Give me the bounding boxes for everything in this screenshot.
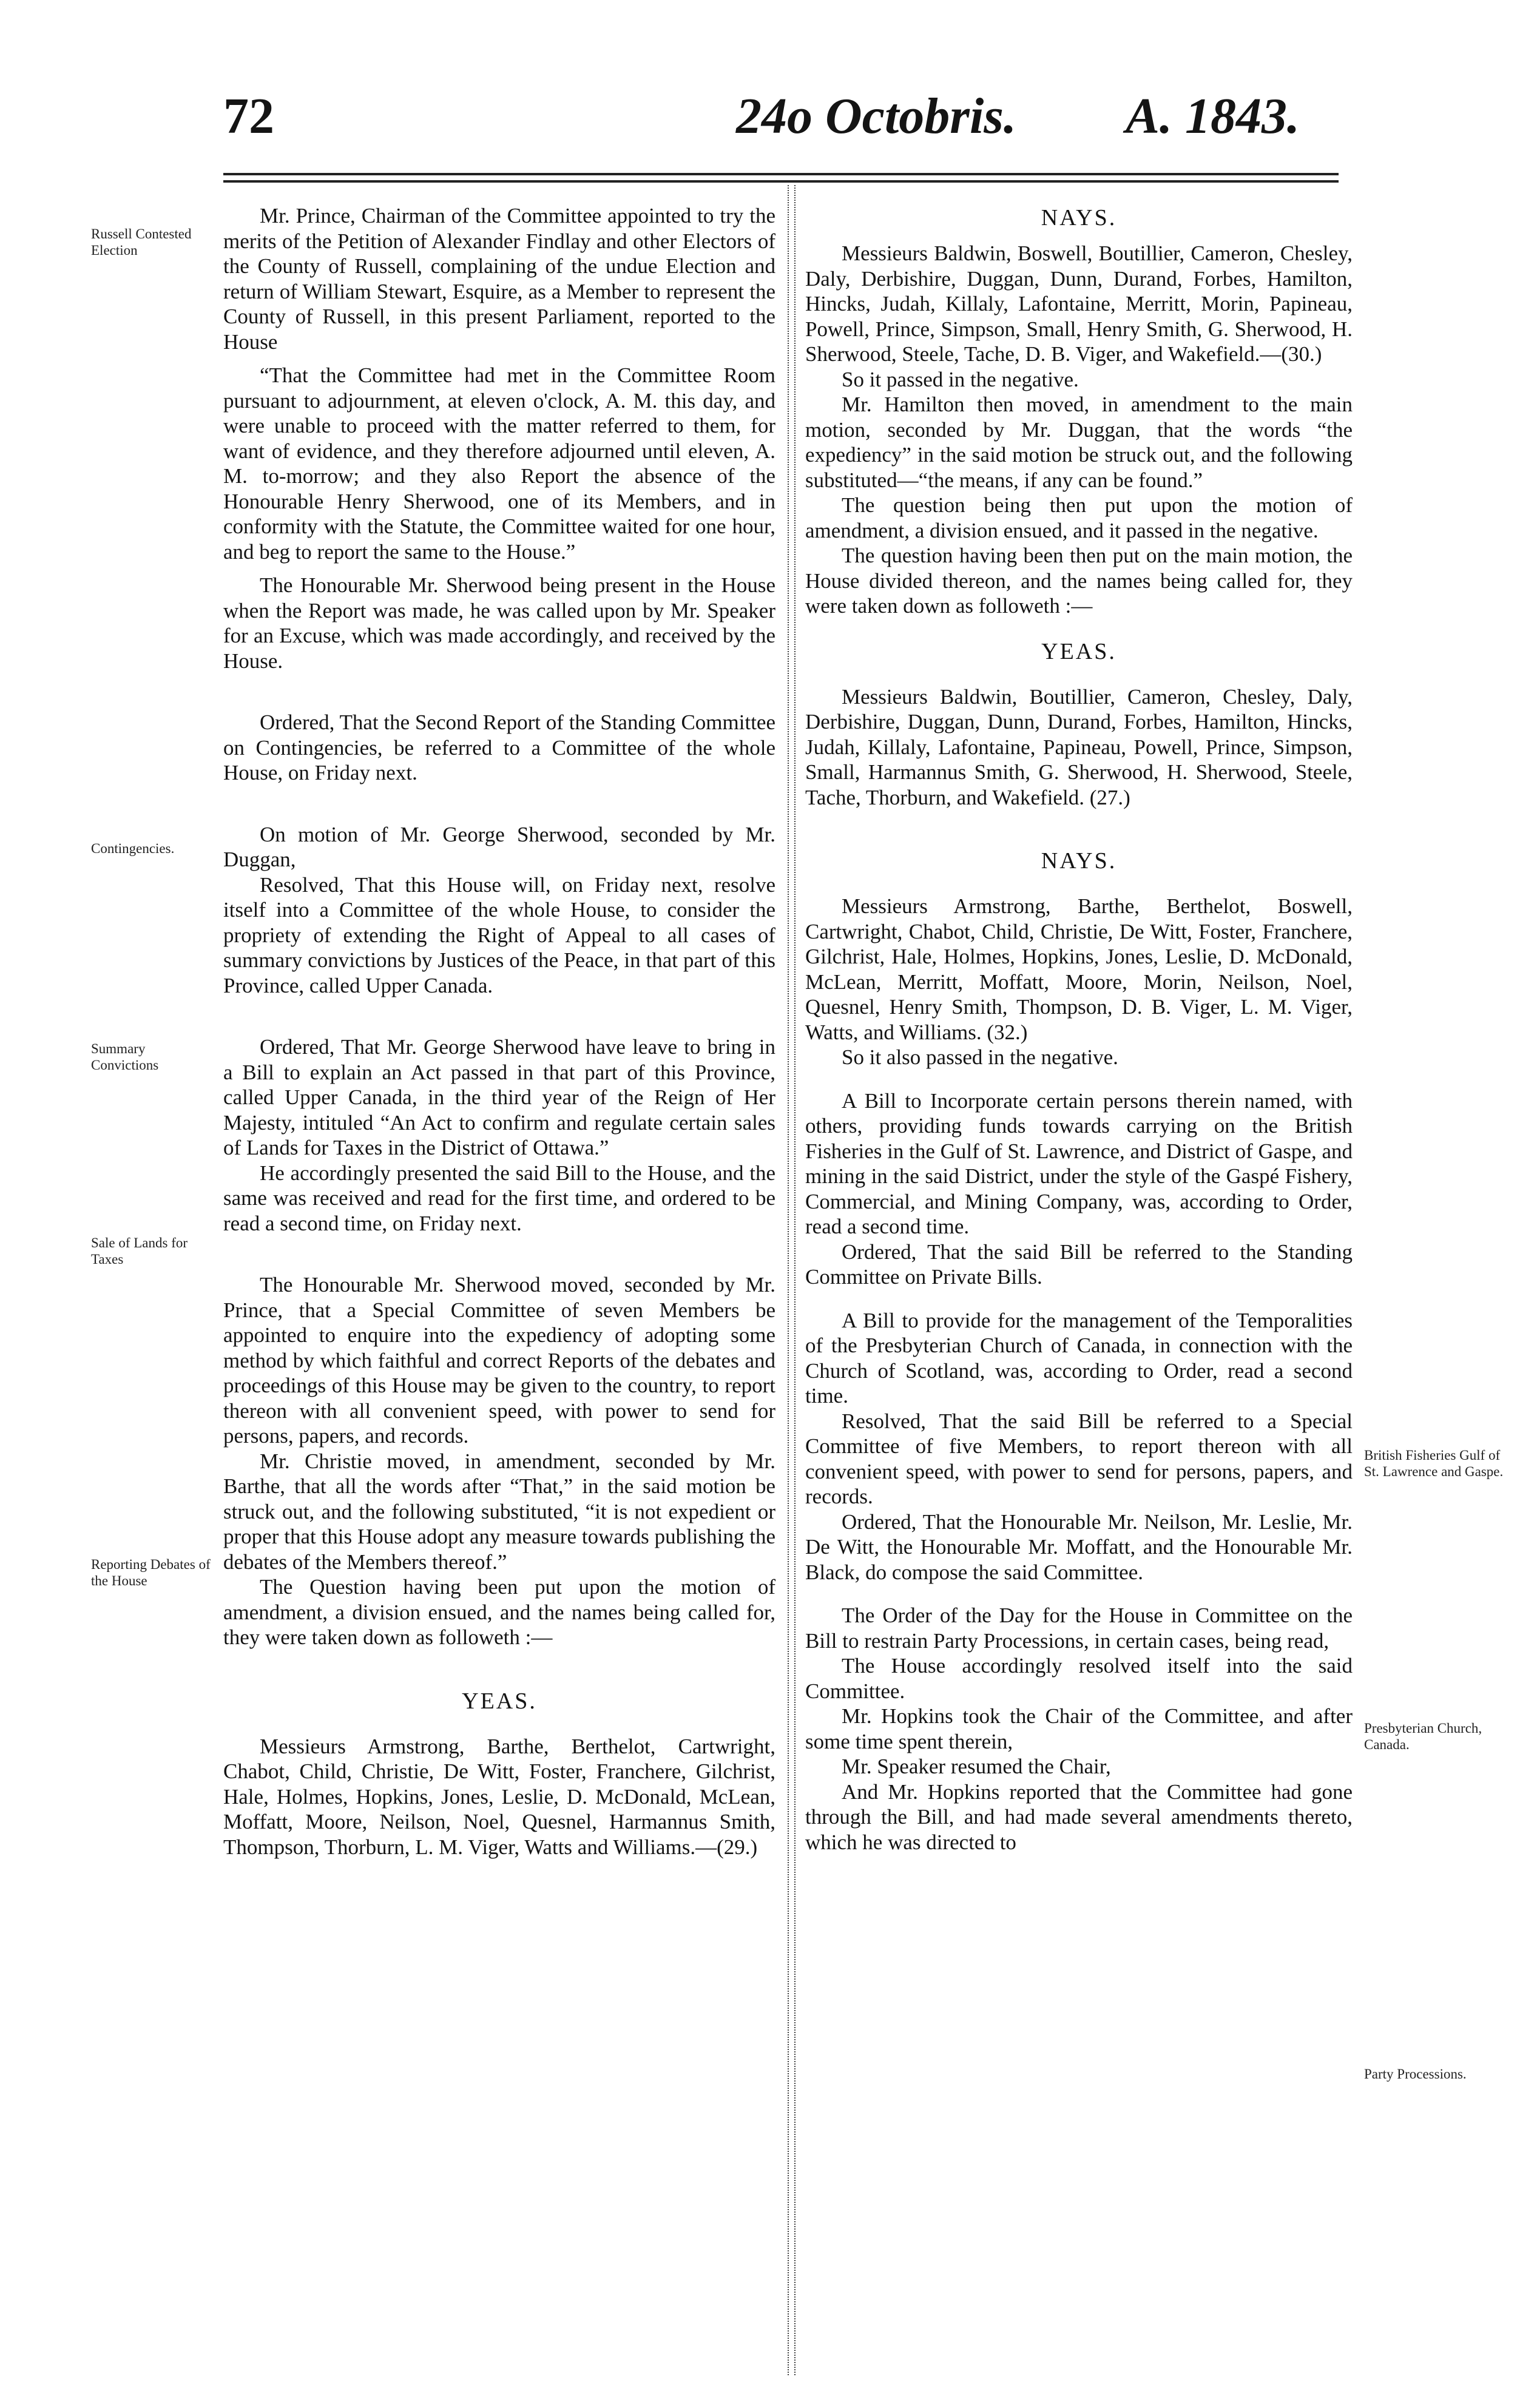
paragraph: Ordered, That the Second Report of the Standing Committee on Contingencies, be referred to a Committee of the whole House, on Friday next. — [223, 710, 775, 784]
paragraph: So it also passed in the negative. — [842, 1045, 1118, 1069]
paragraph: And Mr. Hopkins reported that the Committee had gone through the Bill, and had made several amendments thereto, which he was directed to — [805, 1779, 1353, 1854]
names-list: Messieurs Armstrong, Barthe, Berthelot, Boswell, Cartwright, Chabot, Child, Christie, De Witt, Foster, Franchere, Gilchrist, Hale, Holmes, Hopkins, Jones, Leslie, D. McDonald, McLean, Merritt, Moffatt, Moore, Morin, Neilson, Noel, Quesnel, Henry Smith, Thompson, D. B. Viger, L. M. Viger, Watts, and Williams. (32.) — [805, 894, 1353, 1044]
paragraph: Resolved, That this House will, on Friday next, resolve itself into a Committee of the whole House, to consider the propriety of extending the Right of Appeal to all cases of summary convictions by Justices of the Peace, in that part of this Province, called Upper Canada. — [223, 872, 775, 997]
margin-note: Summary Convictions — [91, 1041, 159, 1073]
paragraph: Mr. Speaker resumed the Chair, — [842, 1755, 1111, 1778]
left-column — [223, 203, 775, 1860]
paragraph: A Bill to provide for the management of the Temporalities of the Presbyterian Church of Canada, in connection with the Church of Scotland, was, according to Order, read a second time. — [805, 1308, 1353, 1408]
paragraph: Ordered, That Mr. George Sherwood have leave to bring in a Bill to explain an Act passed in that part of this Province, called Upper Canada, in the third year of the Reign of Her Majesty, intituled “An Act to confirm and regulate certain sales of Lands for Taxes in the District of Ottawa.” — [223, 1035, 775, 1159]
paragraph: The question being then put upon the motion of amendment, a division ensued, and it passed in the negative. — [805, 493, 1353, 542]
margin-note: Presbyterian Church, Canada. — [1364, 1721, 1482, 1752]
paragraph: The question having been then put on the main motion, the House divided thereon, and the names being called for, they were taken down as followeth :— — [805, 544, 1353, 618]
margin-note: Russell Contested Election — [91, 226, 192, 258]
page-header — [0, 0, 1537, 158]
header-rule-bottom — [223, 180, 1339, 183]
paragraph: The House accordingly resolved itself into the said Committee. — [805, 1654, 1353, 1703]
nays-heading: NAYS. — [1041, 848, 1117, 874]
right-column — [805, 203, 1353, 1855]
header-rule-top — [223, 173, 1339, 175]
paragraph: Mr. Prince, Chairman of the Committee appointed to try the merits of the Petition of Alexander Findlay and other Electors of the County of Russell, complaining of the undue Election and return of William Stewart, Esquire, as a Member to represent the County of Russell, in this present Parliament, reported to the House — [223, 204, 775, 354]
paragraph: So it passed in the negative. — [842, 367, 1079, 391]
margin-note: Party Processions. — [1364, 2066, 1467, 2082]
nays-heading: NAYS. — [1041, 205, 1117, 231]
yeas-heading: YEAS. — [1041, 638, 1116, 664]
paragraph: The Question having been put upon the motion of amendment, a division ensued, and the names being called for, they were taken down as followeth :— — [223, 1575, 775, 1649]
column-divider — [788, 185, 789, 2375]
margin-note: British Fisheries Gulf of St. Lawrence and Gaspe. — [1364, 1448, 1504, 1479]
paragraph: He accordingly presented the said Bill to the House, and the same was received and read for the first time, and ordered to be read a second time, on Friday next. — [223, 1161, 775, 1235]
yeas-heading: YEAS. — [462, 1688, 537, 1714]
column-divider — [794, 185, 796, 2375]
page-date: 24o Octobris. — [736, 88, 1016, 144]
names-list: Messieurs Baldwin, Boutillier, Cameron, Chesley, Daly, Derbishire, Duggan, Dunn, Durand, Forbes, Hamilton, Hincks, Judah, Killaly, Lafontaine, Papineau, Powell, Prince, Simpson, Small, Harmannus Smith, G. Sherwood, H. Sherwood, Steele, Tache, Thorburn, and Wakefield. (27.) — [805, 684, 1353, 809]
paragraph: A Bill to Incorporate certain persons therein named, with others, providing funds towards carrying on the British Fisheries in the Gulf of St. Lawrence, and District of Gaspe, and mining in the said District, under the style of the Gaspé Fishery, Commercial, and Mining Company, was, according to Order, read a second time. — [805, 1088, 1353, 1238]
names-list: Messieurs Armstrong, Barthe, Berthelot, Cartwright, Chabot, Child, Christie, De Witt, Foster, Franchere, Gilchrist, Hale, Holmes, Hopkins, Jones, Leslie, D. McDonald, McLean, Moffatt, Moore, Neilson, Noel, Quesnel, Harmannus Smith, Thompson, Thorburn, L. M. Viger, Watts and Williams.—(29.) — [223, 1734, 775, 1859]
paragraph: The Honourable Mr. Sherwood being present in the House when the Report was made, he was called upon by Mr. Speaker for an Excuse, which was made accordingly, and received by the House. — [223, 573, 775, 673]
paragraph: Ordered, That the Honourable Mr. Neilson, Mr. Leslie, Mr. De Witt, the Honourable Mr. Moffatt, and the Honourable Mr. Black, do compose the said Committee. — [805, 1509, 1353, 1584]
paragraph: Ordered, That the said Bill be referred to the Standing Committee on Private Bills. — [805, 1239, 1353, 1289]
paragraph: Mr. Hamilton then moved, in amendment to the main motion, seconded by Mr. Duggan, that the words “the expediency” in the said motion be struck out, and the following substituted—“the means, if any can be found.” — [805, 393, 1353, 492]
margin-note: Contingencies. — [91, 841, 175, 856]
paragraph: Mr. Hopkins took the Chair of the Committee, and after some time spent therein, — [805, 1704, 1353, 1753]
page-number: 72 — [223, 88, 274, 144]
paragraph: Resolved, That the said Bill be referred to a Special Committee of five Members, to report thereon with all convenient speed, with power to send for persons, papers, and records. — [805, 1409, 1353, 1508]
paragraph: The Honourable Mr. Sherwood moved, seconded by Mr. Prince, that a Special Committee of seven Members be appointed to enquire into the expediency of adopting some method by which faithful and correct Reports of the debates and proceedings of this House may be given to the country, to report thereon with all convenient speed, with power to send for persons, papers, and records. — [223, 1273, 775, 1448]
names-list: Messieurs Baldwin, Boswell, Boutillier, Cameron, Chesley, Daly, Derbishire, Duggan, Dunn, Durand, Forbes, Hamilton, Hincks, Judah, Killaly, Lafontaine, Merritt, Morin, Papineau, Powell, Prince, Simpson, Small, Henry Smith, G. Sherwood, H. Sherwood, Steele, Tache, D. B. Viger, and Wakefield.—(30.) — [805, 241, 1353, 366]
paragraph: The Order of the Day for the House in Committee on the Bill to restrain Party Processions, in certain cases, being read, — [805, 1604, 1353, 1653]
paragraph: On motion of Mr. George Sherwood, seconded by Mr. Duggan, — [223, 822, 775, 871]
paragraph: Mr. Christie moved, in amendment, seconded by Mr. Barthe, that all the words after “That,” in the said motion be struck out, and the following substituted, “it is not expedient or proper that this House adopt any measure towards publishing the debates of the Members thereof.” — [223, 1449, 775, 1574]
margin-note: Reporting Debates of the House — [91, 1557, 211, 1588]
paragraph: “That the Committee had met in the Committee Room pursuant to adjournment, at eleven o'clock, A. M. this day, and were unable to proceed with the matter referred to them, for want of evidence, and they therefore adjourned until eleven, A. M. to-morrow; and they also Report the absence of the Honourable Henry Sherwood, one of its Members, and in conformity with the Statute, the Committee waited for one hour, and beg to report the same to the House.” — [223, 363, 775, 564]
page-year: A. 1843. — [1126, 88, 1300, 144]
margin-note: Sale of Lands for Taxes — [91, 1235, 188, 1267]
